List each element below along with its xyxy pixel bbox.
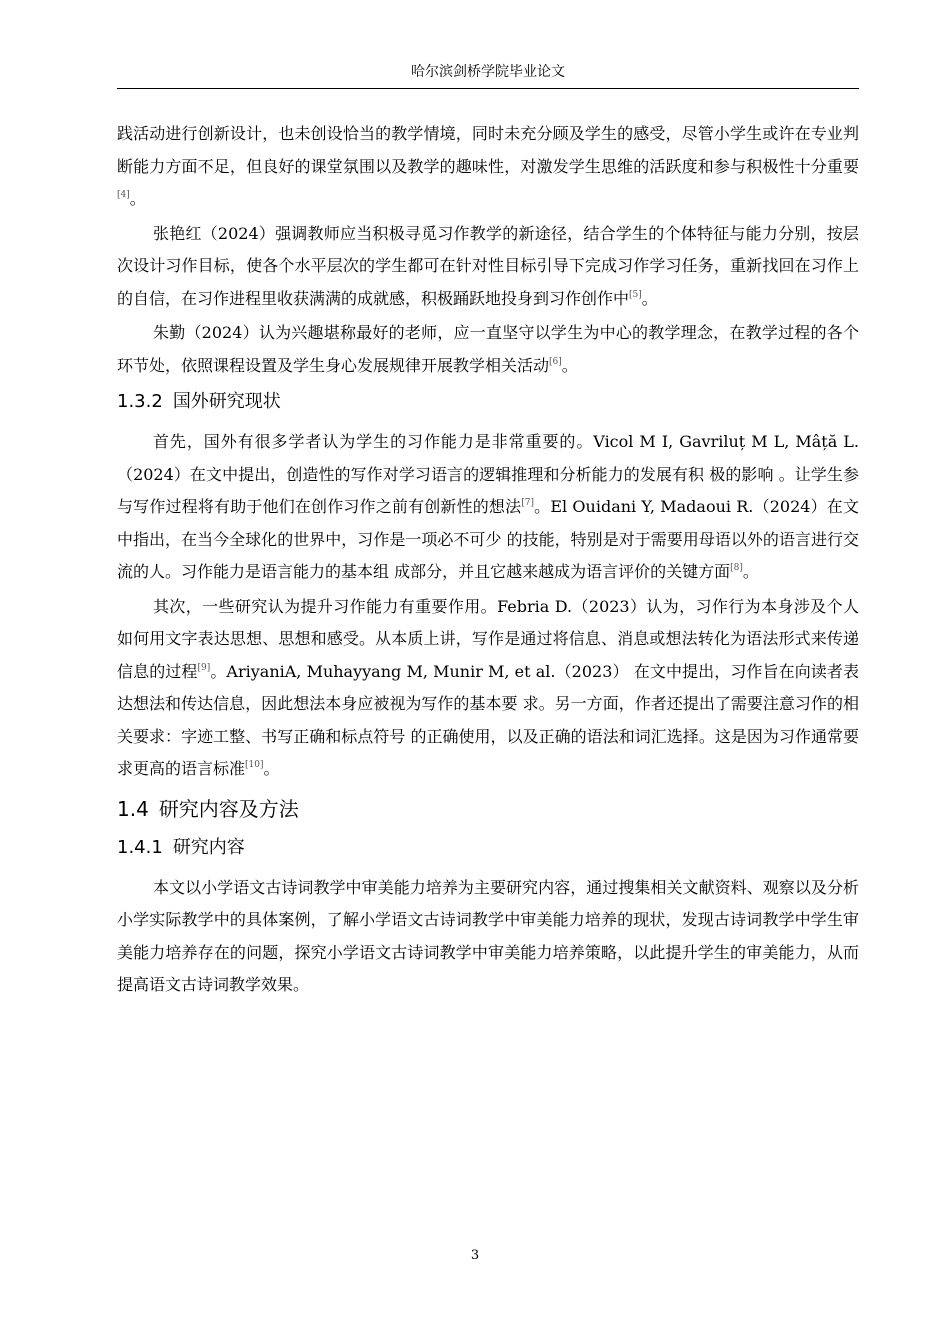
paragraph-tail: 。 — [742, 562, 759, 581]
paragraph-5 — [117, 591, 859, 786]
section-heading-1-4 — [117, 794, 859, 824]
paragraph-text: 。AriyaniA, Muhayyang M, Munir M, et al.（2023） 在文中提出，习作旨在向读者表达想法和传达信息，因此想法本身应被视为写作的基本要 求。另一方面，作者还提出了需要注意习作的相关要求：字迹工整、书写正确和标点符号 的正确使用，以及正确的语法和词汇选择。这是因为习作通常要求更高的语言标准 — [117, 661, 859, 778]
section-title: 国外研究现状 — [172, 391, 281, 412]
section-heading-1-4-1 — [117, 834, 859, 862]
paragraph-text: 其次，一些研究认为提升习作能力有重要作用。Febria D.（2023）认为，习作行为本身涉及个人如何用文字表达思想、思想和感受。从本质上讲，写作是通过将信息、消息或想法转化为语法形式来传递信息的过程 — [117, 596, 859, 681]
paragraph-tail: 。 — [641, 288, 658, 308]
citation-mark: [5] — [629, 289, 642, 300]
paragraph-text: 朱勤（2024）认为兴趣堪称最好的老师，应一直坚守以学生为中心的教学理念，在教学过程的各个环节处，依照课程设置及学生身心发展规律开展教学相关活动 — [117, 323, 859, 375]
citation-mark: [9] — [197, 662, 211, 673]
section-title: 研究内容 — [172, 836, 245, 858]
section-number: 1.4.1 — [117, 836, 163, 858]
paragraph-tail: 。 — [561, 355, 578, 375]
paragraph-text: 本文以小学语文古诗词教学中审美能力培养为主要研究内容，通过搜集相关文献资料、观察以及分析小学实际教学中的具体案例，了解小学语文古诗词教学中审美能力培养的现状，发现古诗词教学中学生审美能力培养存在的问题，探究小学语文古诗词教学中审美能力培养策略，以此提升学生的审美能力，从而提高语文古诗词教学效果。 — [117, 877, 859, 994]
page-number: 3 — [470, 1248, 480, 1263]
paragraph-tail: 。 — [263, 759, 280, 778]
citation-mark: [7] — [521, 498, 535, 508]
section-number: 1.3.2 — [117, 391, 163, 412]
paragraph-text: 首先，国外有很多学者认为学生的习作能力是非常重要的。Vicol M I, Gavriluț M L, Mâță L.（2024）在文中提出，创造性的写作对学习语言的逻辑推理和分析能力的发展有积 极的影响 。让学生参与写作过程将有助于他们在创作习作之前有创新性的想法 — [117, 432, 859, 516]
citation-mark: [4] — [117, 190, 130, 200]
paragraph-1 — [117, 118, 859, 216]
section-title: 研究内容及方法 — [158, 796, 299, 821]
paragraph-text: 。El Ouidani Y, Madaoui R.（2024）在文中指出，在当今全球化的世界中，习作是一项必不可少 的技能，特别是对于需要用母语以外的语言进行交流的人。习作能力是语言能力的基本组 成部分，并且它越来越成为语言评价的关键方面 — [117, 497, 859, 581]
citation-mark: [8] — [730, 563, 743, 573]
section-heading-1-3-2 — [117, 388, 859, 416]
citation-mark: [10] — [245, 760, 264, 770]
paragraph-text: 践活动进行创新设计，也未创设恰当的教学情境，同时未充分顾及学生的感受，尽管小学生或许在专业判断能力方面不足，但良好的课堂氛围以及教学的趣味性，对激发学生思维的活跃度和参与积极性十分重要 — [117, 124, 859, 176]
paragraph-tail: 。 — [129, 189, 146, 208]
paragraph-3 — [117, 317, 859, 382]
running-header: 哈尔滨剑桥学院毕业论文 — [411, 64, 565, 80]
header-rule — [117, 88, 859, 89]
section-number: 1.4 — [117, 796, 149, 821]
paragraph-4 — [117, 426, 859, 589]
citation-mark: [6] — [549, 356, 562, 367]
body-content — [117, 118, 859, 1004]
paragraph-2 — [117, 218, 859, 316]
paragraph-text: 张艳红（2024）强调教师应当积极寻觅习作教学的新途径，结合学生的个体特征与能力分别，按层次设计习作目标，使各个水平层次的学生都可在针对性目标引导下完成习作学习任务，重新找回在习作上的自信，在习作进程里收获满满的成就感，积极踊跃地投身到习作创作中 — [117, 223, 859, 308]
paragraph-6 — [117, 872, 859, 1002]
